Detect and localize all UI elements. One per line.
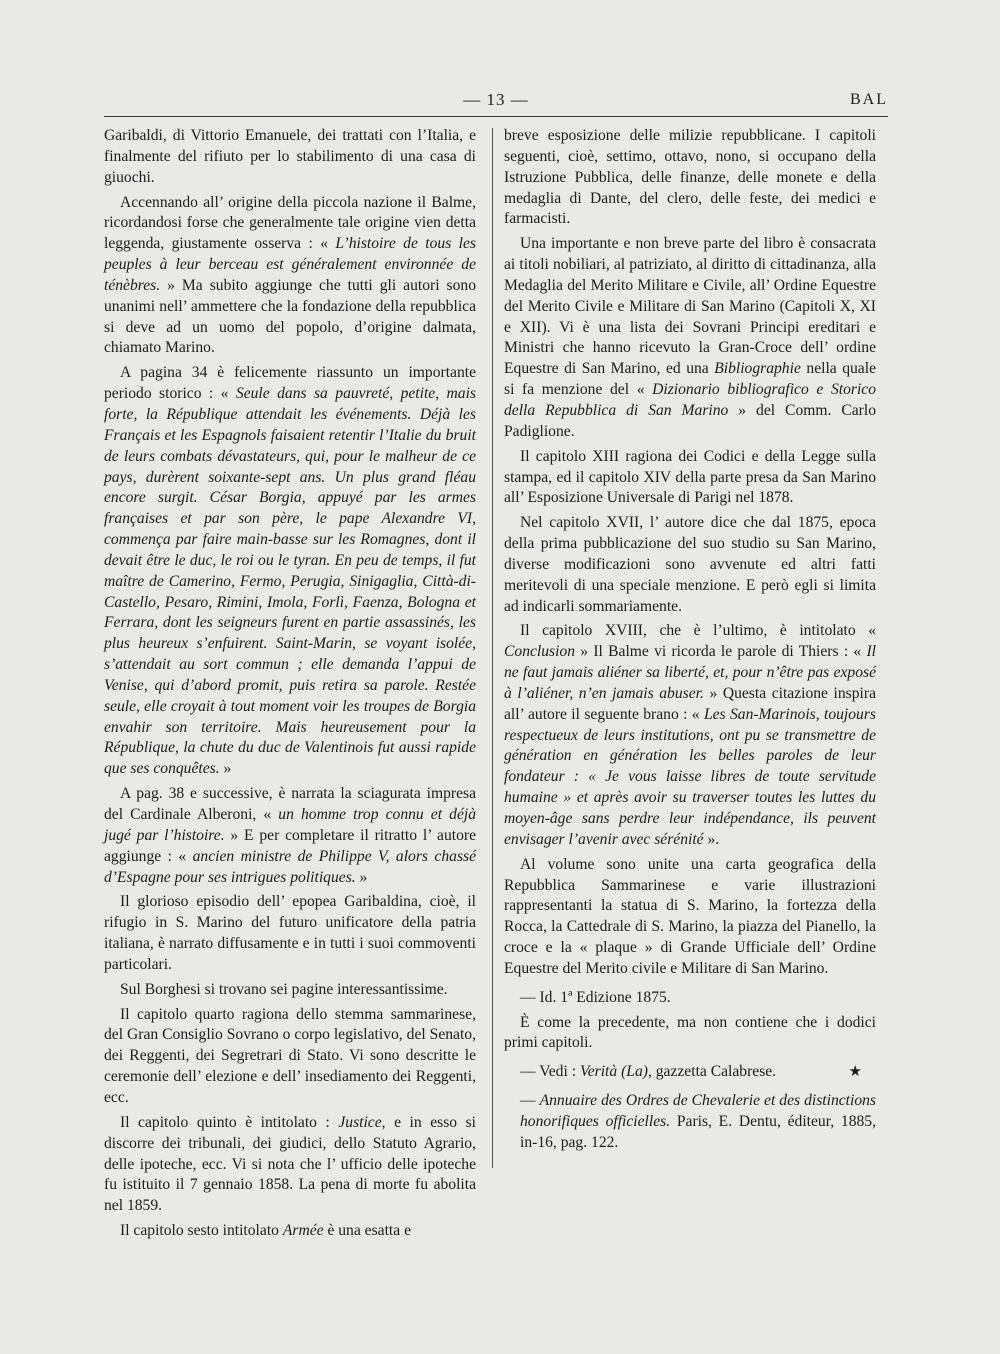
- paragraph: A pagina 34 è felicemente riassunto un importante periodo storico : « Seule dans sa pauvreté, petite, mais forte, la République attendait les événements. Déjà les Français et les Espagnols faisaient retentir l’Italie du bruit de leurs combats dévastateurs, qui, pour le malheur de ce pays, durèrent soixante-sept ans. Un plus grand fléau encore surgit. César Borgia, appuyé par les armes françaises et par son père, le pape Alexandre VI, commença par faire main-basse sur les Romagnes, dont il devait être le duc, le roi ou le tyran. En peu de temps, il fut maître de Camerino, Fermo, Perugia, Sinigaglia, Città-di-Castello, Pesaro, Rimini, Imola, Forlì, Faenza, Bologna et Ferrara, dont les seigneurs furent en partie assassinés, les plus heureux s’enfuirent. Saint-Marin, se voyant isolée, s’attendait au sort commun ; elle demanda l’appui de Venise, qui d’abord promit, puis retira sa parole. Restée seule, elle croyait à tout moment voir les troupes de Borgia envahir son territoire. Mais heureusement pour la République, la chute du duc de Valentinois fut aussi rapide que ses conquêtes. »: [104, 364, 476, 778]
- paragraph: Una importante e non breve parte del libro è consacrata ai titoli nobiliari, al patriziato, al diritto di cittadinanza, alla Medaglia del Merito Militare e Civile, all’ Ordine Equestre del Merito Civile e Militare di San Marino (Capitoli X, XI e XII). Vi è una lista dei Sovrani Principi ereditari e Ministri che hanno ricevuto la Gran-Croce dell’ ordine Equestre di San Marino, ed una Bibliographie nella quale si fa menzione del « Dizionario bibliografico e Storico della Repubblica di San Marino » del Comm. Carlo Padiglione.: [504, 235, 876, 440]
- paragraph: È come la precedente, ma non contiene che i dodici primi capitoli.: [504, 1013, 876, 1052]
- column-divider: [492, 128, 493, 1168]
- paragraph: Nel capitolo XVII, l’ autore dice che dal 1875, epoca della prima pubblicazione del suo studio su San Marino, diverse modificazioni sono avvenute ed altri fatti meritevoli di una speciale menzione. E però egli si limita ad indicarli sommariamente.: [504, 514, 876, 615]
- bibliography-entry: — Id. 1ª Edizione 1875.: [520, 988, 671, 1006]
- paragraph: Garibaldi, di Vittorio Emanuele, dei trattati con l’Italia, e finalmente del rifiuto per lo stabilimento di una casa di giuochi.: [104, 127, 476, 186]
- star-icon: ★: [848, 1064, 862, 1081]
- paragraph: Il capitolo XVIII, che è l’ultimo, è intitolato « Conclusion » Il Balme vi ricorda le parole di Thiers : « Il ne faut jamais aliéner sa liberté, et, pour n’être pas exposé à l’aliéner, n’en jamais abuser. » Questa citazione inspira all’ autore il seguente brano : « Les San-Marinois, toujours respectueux de leurs institutions, ont pu se transmettre de génération en génération les belles paroles de leur fondateur : « Je vous laisse libres de toute servitude humaine » et après avoir su traverser toutes les luttes du moyen-âge sans perdre leur indépendance, ils peuvent envisager l’avenir avec sérénité ».: [504, 622, 876, 848]
- paragraph: Il capitolo XIII ragiona dei Codici e della Legge sulla stampa, ed il capitolo XIV della parte presa da San Marino all’ Esposizione Universale di Parigi nel 1878.: [504, 447, 876, 507]
- running-head: BAL: [850, 91, 888, 108]
- paragraph: Il glorioso episodio dell’ epopea Garibaldina, cioè, il rifugio in S. Marino del futuro unificatore della patria italiana, è narrato diffusamente e in tutti i suoi commoventi particolari.: [104, 893, 476, 973]
- bibliography-entry: ★ — Vedi : Verità (La), gazzetta Calabrese.: [504, 1062, 876, 1083]
- right-column: [504, 126, 876, 1158]
- page-number: — 13 —: [463, 90, 529, 109]
- page-header: [104, 88, 888, 114]
- header-rule: [104, 116, 888, 117]
- left-column: [104, 126, 476, 1246]
- paragraph: Al volume sono unite una carta geografica della Repubblica Sammarinese e varie illustrazioni rappresentanti la statua di S. Marino, la fortezza della Rocca, la Cattedrale di S. Marino, la piazza del Pianello, la croce e la « plaque » di Grande Ufficiale dell’ Ordine Equestre del Merito civile e Militare di San Marino.: [504, 855, 876, 977]
- paragraph: Il capitolo quarto ragiona dello stemma sammarinese, del Gran Consiglio Sovrano o corpo legislativo, del Senato, dei Reggenti, dei Segretrari di Stato. Vi sono descritte le ceremonie dell’ elezione e dell’ insediamento dei Reggenti, ecc.: [104, 1005, 476, 1106]
- paragraph: Il capitolo sesto intitolato Armée è una esatta e: [120, 1222, 411, 1240]
- paragraph: A pag. 38 e successive, è narrata la sciagurata impresa del Cardinale Alberoni, « un homme trop connu et déjà jugé par l’histoire. » E per completare il ritratto l’ autore aggiunge : « ancien ministre de Philippe V, alors chassé d’Espagne pour ses intrigues politiques. »: [104, 785, 477, 886]
- bibliography-entry: — Annuaire des Ordres de Chevalerie et des distinctions honorifiques officielles. Paris, E. Dentu, éditeur, 1885, in-16, pag. 122.: [520, 1092, 876, 1151]
- paragraph: Sul Borghesi si trovano sei pagine interessantissime.: [120, 980, 448, 998]
- paragraph: Accennando all’ origine della piccola nazione il Balme, ricordandosi forse che generalmente tale origine vien detta leggenda, giustamente osserva : « L’histoire de tous les peuples à leur berceau est généralement environnée de ténèbres. » Ma subito aggiunge che tutti gli autori sono unanimi nell’ ammettere che la fondazione della repubblica si deve ad un uomo del popolo, d’origine dalmata, chiamato Marino.: [104, 193, 477, 357]
- paragraph: Il capitolo quinto è intitolato : Justice, e in esso si discorre dei tribunali, dei giudici, dello Statuto Agrario, delle ipoteche, ecc. Vi si nota che l’ ufficio delle ipoteche fu istituito il 7 gennaio 1858. La pena di morte fu abolita nel 1859.: [104, 1113, 476, 1215]
- paragraph: breve esposizione delle milizie repubblicane. I capitoli seguenti, cioè, settimo, ottavo, nono, si occupano della Istruzione Pubblica, delle finanze, delle monete e della medaglia di Dante, del clero, delle feste, dei medici e farmacisti.: [504, 127, 876, 228]
